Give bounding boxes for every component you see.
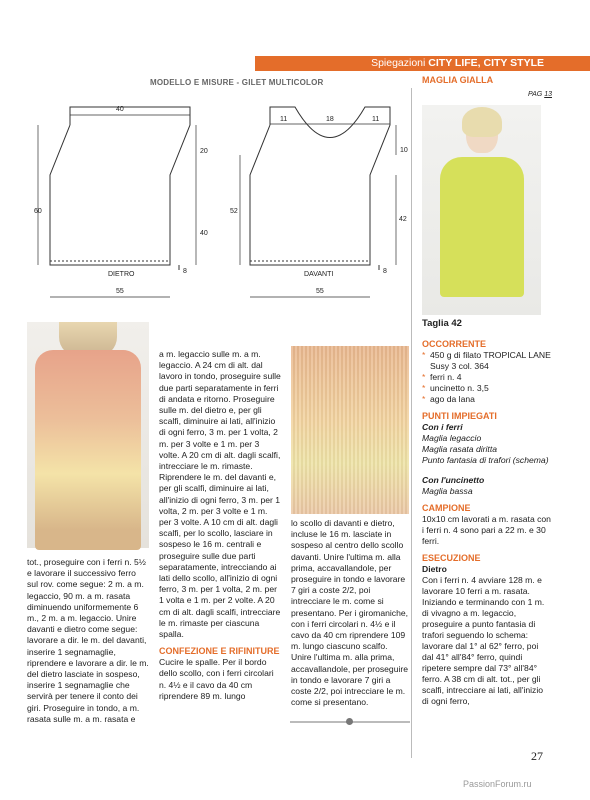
front-rib: 8 — [383, 268, 387, 275]
front-label: DAVANTI — [304, 271, 334, 278]
front-bottom-width: 55 — [316, 288, 324, 295]
front-height: 52 — [230, 208, 238, 215]
text-column-2 — [159, 349, 281, 702]
vest-photo — [27, 322, 149, 548]
stitches-sub-2: Con l'uncinetto — [422, 475, 485, 485]
material-item: * 450 g di filato TROPICAL LANE Susy 3 col. 364 — [422, 350, 552, 372]
right-title-block — [422, 75, 552, 100]
back-text: Con i ferri n. 4 avviare 128 m. e lavorare 10 ferri a m. rasata. Iniziando e terminando con 1 m. di vivagno a m. legaccio, proseguire a punto fantasia di trafori seguendo lo schema: lavorare dal 1° al 62° ferro, poi dal 41° all'84° ferro, quindi ripetere sempre dal 73° all'84° ferro. A 38 cm di alt. tot., per gli scalfi, intrecciare ai lati, all'inizio di ogni ferro, — [422, 575, 545, 706]
swatch-photo — [291, 346, 409, 514]
back-rib: 8 — [183, 268, 187, 275]
progress-slider — [290, 721, 410, 723]
back-arm-height: 20 — [200, 148, 208, 155]
stitch-item: Maglia rasata diritta — [422, 444, 497, 454]
back-bottom-width: 55 — [116, 288, 124, 295]
material-item: * ferri n. 4 — [422, 372, 552, 383]
execution-heading: ESECUZIONE — [422, 553, 481, 563]
schema-title: MODELLO E MISURE - GILET MULTICOLOR — [150, 78, 324, 87]
page-number: 27 — [531, 749, 543, 763]
materials-heading: OCCORRENTE — [422, 339, 487, 349]
back-label: DIETRO — [108, 271, 135, 278]
stitch-item: Punto fantasia di trafori (schema) — [422, 455, 549, 465]
schema-diagram — [30, 90, 410, 310]
front-shoulder-2: 11 — [372, 116, 380, 123]
size-label: Taglia 42 — [422, 318, 462, 329]
text-column-3: lo scollo di davanti e dietro, incluse le 16 m. lasciate in sospeso al centro dello scollo davanti. Unire l'ultima m. alla prima, accavallandole, per proseguire in tondo e lavorare 7 giri a coste 2/2, poi intrecciare le m. come si presentano. Per i giromaniche, con i ferri circolari n. 4½ e il cavo da 40 cm riprendere 109 m. lungo ciascuno scalfo. Unire l'ultima m. alla prima, accavallandole, per proseguire in tondo e lavorare 7 giri a coste 2/2, poi intrecciare le m. come si presentano. — [291, 518, 409, 708]
right-column-text — [422, 318, 552, 707]
back-heading: Dietro — [422, 564, 447, 574]
sweater-photo — [422, 105, 541, 315]
back-height: 60 — [34, 208, 42, 215]
section-header: Spiegazioni CITY LIFE, CITY STYLE — [255, 56, 590, 71]
gauge-heading: CAMPIONE — [422, 503, 471, 513]
front-neck-depth: 10 — [400, 147, 408, 154]
stitches-heading: PUNTI IMPIEGATI — [422, 411, 497, 421]
gauge-text: 10x10 cm lavorati a m. rasata con i ferri n. 4 sono pari a 22 m. e 30 ferri. — [422, 514, 551, 546]
front-body-height: 42 — [399, 216, 407, 223]
finishing-heading: CONFEZIONE E RIFINITURE — [159, 646, 280, 657]
column-divider — [411, 88, 412, 758]
finishing-text: Cucire le spalle. Per il bordo dello scollo, con i ferri circolari n. 4½ e il cavo da 40 cm riprendere 89 m. lungo — [159, 657, 274, 701]
stitch-item: Maglia bassa — [422, 486, 473, 496]
front-neck-width: 18 — [326, 116, 334, 123]
page-ref: PAG 13 — [527, 91, 552, 98]
text-column-1: tot., proseguire con i ferri n. 5½ e lavorare il successivo ferro sul rov. come segue: 2 m. a m. legaccio, 90 m. a m. rasata diminuendo uniformemente 6 m., 2 m. a m. legaccio. Unire davanti e dietro come segue: lavorare a dir. le m. del davanti, inserire 1 segnamaglie, riprendere e lavorare a dir. le m. del dietro lasciate in sospeso, inserire 1 segnamaglie che servirà per tenere il conto dei giri. Proseguire in tondo, a m. rasata sulle m. a m. rasata e — [27, 557, 149, 724]
stitch-item: Maglia legaccio — [422, 433, 482, 443]
back-top-width: 40 — [116, 106, 124, 113]
material-item: * uncinetto n. 3,5 — [422, 383, 552, 394]
stitches-sub-1: Con i ferri — [422, 422, 463, 432]
right-title: MAGLIA GIALLA — [422, 75, 494, 85]
back-body-height: 40 — [200, 230, 208, 237]
col2-text: a m. legaccio sulle m. a m. legaccio. A 24 cm di alt. dal lavoro in tondo, proseguire sulle due parti separatamente in ferri di andata e ritorno. Proseguire sulle m. del dietro e, per gli scalfi, diminuire ai lati, all'inizio di ogni ferro, 3 m. per 1 volta, 2 m. per 3 volte e 1 m. per 3 volte. A 20 cm di alt. dagli scalfi, intrecciare le m. rimaste. Riprendere le m. del davanti e, per gli scalfi, diminuire ai lati, all'inizio di ogni ferro, 3 m. per 1 volta, 2 m. per 3 volte e 1 m. per 3 volte. A 10 cm di alt. dagli scalfi, per lo scollo, lasciare in sospeso le 16 m. centrali e proseguire sulle due parti separatamente, intrecciando ai lati dello scollo, all'inizio di ogni ferro, 3 m. per 1 volta, 2 m. per 1 volta e 1 m. per 2 volte. A 20 cm di alt. dagli scalfi, intrecciare le m. rimaste per ciascuna spalla. — [159, 349, 281, 640]
watermark: PassionForum.ru — [463, 779, 532, 789]
material-item: * ago da lana — [422, 394, 552, 405]
front-shoulder-1: 11 — [280, 116, 288, 123]
